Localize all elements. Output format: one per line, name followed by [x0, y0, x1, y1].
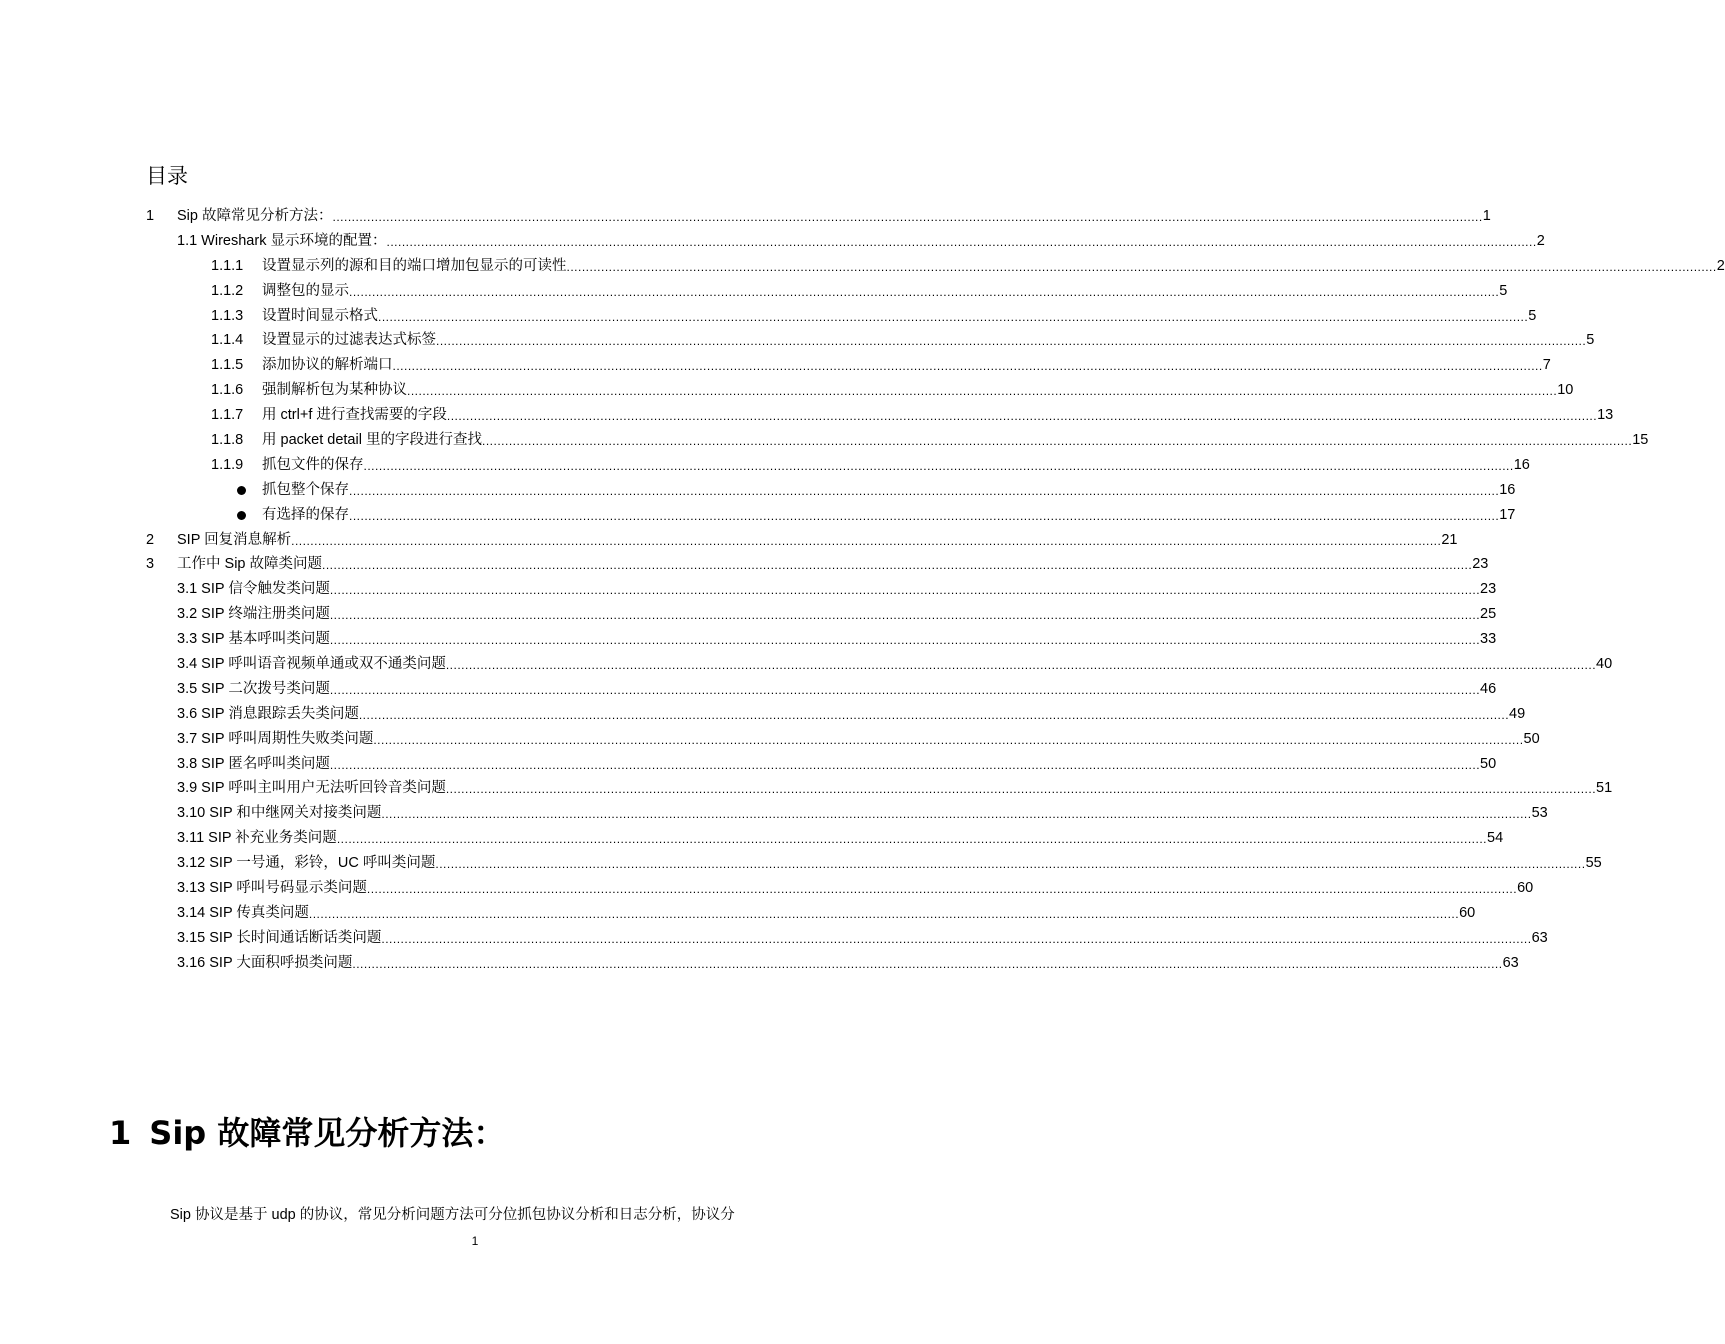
toc-entry-page: 1 [1482, 208, 1491, 224]
toc-entry-label: 抓包文件的保存 [262, 456, 364, 473]
toc-entry-label: 工作中 Sip 故障类问题 [177, 556, 323, 573]
toc-entry[interactable] [0, 752, 1497, 777]
toc-entry-label: 3.4 SIP 呼叫语音视频单通或双不通类问题 [177, 656, 446, 673]
toc-entry-number: 1.1.9 [211, 456, 244, 473]
toc-leader-dots: ............................................................................................................................................................................................................................................................................................................ [436, 334, 1587, 349]
toc-leader-dots: ............................................................................................................................................................................................................................................................................................................ [349, 284, 1500, 299]
toc-leader-dots: ............................................................................................................................................................................................................................................................................................................ [352, 956, 1503, 971]
toc-entry-label: 3.11 SIP 补充业务类问题 [177, 830, 337, 847]
toc-entry-page: 53 [1531, 805, 1548, 822]
toc-leader-dots: ............................................................................................................................................................................................................................................................................................................ [481, 434, 1633, 449]
toc-entry-page: 51 [1596, 780, 1613, 797]
toc-entry-label: 强制解析包为某种协议 [262, 382, 407, 399]
toc-entry-page: 54 [1487, 830, 1504, 847]
toc-entry-label: 3.16 SIP 大面积呼损类问题 [177, 954, 353, 971]
toc-entry-number: 3 [146, 556, 155, 573]
toc-entry-label: 3.8 SIP 匿名呼叫类问题 [177, 755, 330, 772]
toc-entry-page: 5 [1499, 282, 1508, 299]
toc-entry-label: SIP 回复消息解析 [177, 531, 292, 548]
toc-entry[interactable] [0, 428, 1649, 453]
toc-entry-page: 15 [1632, 432, 1649, 449]
toc-entry-label: 3.12 SIP 一号通，彩铃，UC 呼叫类问题 [177, 855, 436, 872]
toc-leader-dots: ............................................................................................................................................................................................................................................................................................................ [392, 359, 1543, 374]
toc-entry-page: 2 [1716, 257, 1725, 274]
toc-entry-page: 21 [1441, 531, 1458, 548]
toc-entry-label: 3.7 SIP 呼叫周期性失败类问题 [177, 730, 374, 747]
toc-entry[interactable] [0, 801, 1548, 826]
toc-entry[interactable] [0, 951, 1519, 976]
toc-entry[interactable] [0, 876, 1534, 901]
section-heading [109, 1108, 505, 1154]
toc-leader-dots: ............................................................................................................................................................................................................................................................................................................ [358, 707, 1510, 722]
toc-entry-label: 3.10 SIP 和中继网关对接类问题 [177, 805, 382, 822]
toc-entry-label: 3.14 SIP 传真类问题 [177, 904, 309, 921]
toc-entry[interactable] [0, 378, 1574, 403]
toc-entry-page: 50 [1480, 755, 1497, 772]
toc-leader-dots: ............................................................................................................................................................................................................................................................................................................ [336, 832, 1488, 847]
toc-entry[interactable] [0, 353, 1551, 378]
body-paragraph: Sip 协议是基于 udp 的协议，常见分析问题方法可分位抓包协议分析和日志分析，协议分 [170, 1207, 735, 1223]
toc-entry-page: 16 [1513, 456, 1530, 473]
toc-leader-dots: ............................................................................................................................................................................................................................................................................................................ [381, 807, 1532, 822]
toc-entry-page: 23 [1480, 581, 1497, 598]
toc-entry-number: 1.1.2 [211, 282, 244, 299]
toc-leader-dots: ............................................................................................................................................................................................................................................................................................................ [435, 857, 1586, 872]
toc-leader-dots: ............................................................................................................................................................................................................................................................................................................ [329, 608, 1481, 623]
toc-entry-page: 23 [1472, 556, 1489, 573]
toc-entry-label: 1.1 Wireshark 显示环境的配置： [177, 232, 387, 249]
toc-entry-page: 16 [1499, 481, 1516, 498]
toc-entry[interactable] [0, 528, 1458, 553]
toc-leader-dots: ............................................................................................................................................................................................................................................................................................................ [329, 583, 1481, 598]
toc-entry-label: 添加协议的解析端口 [262, 357, 393, 374]
toc-entry-number: 1.1.5 [211, 357, 244, 374]
toc-entry[interactable] [0, 627, 1497, 652]
toc-entry-label: 设置时间显示格式 [262, 307, 378, 324]
toc-entry-page: 7 [1542, 357, 1551, 374]
toc-entry-page: 33 [1480, 631, 1497, 648]
toc-entry-page: 55 [1585, 855, 1602, 872]
toc-entry[interactable] [0, 652, 1613, 677]
toc-leader-dots: ............................................................................................................................................................................................................................................................................................................ [366, 882, 1518, 897]
toc-entry-page: 13 [1597, 407, 1614, 424]
page-number: 1 [471, 1234, 479, 1248]
toc-entry-page: 50 [1523, 730, 1540, 747]
toc-entry-label: 用 ctrl+f 进行查找需要的字段 [262, 407, 447, 424]
toc-entry-label: 设置显示列的源和目的端口增加包显示的可读性 [262, 257, 567, 274]
toc-leader-dots: ............................................................................................................................................................................................................................................................................................................ [329, 633, 1481, 648]
toc-title: 目录 [146, 164, 188, 188]
toc-entry[interactable] [0, 254, 1725, 279]
toc-entry[interactable] [0, 304, 1537, 329]
toc-entry-page: 49 [1509, 705, 1526, 722]
toc-entry-number: 1.1.1 [211, 257, 244, 274]
toc-leader-dots: ............................................................................................................................................................................................................................................................................................................ [407, 384, 1558, 399]
toc-entry-label: 3.5 SIP 二次拨号类问题 [177, 680, 330, 697]
toc-entry-label: 抓包整个保存 [262, 481, 349, 498]
toc-leader-dots: ............................................................................................................................................................................................................................................................................................................ [308, 906, 1460, 921]
section-heading-text: Sip 故障常见分析方法： [149, 1114, 506, 1152]
bullet-icon [237, 486, 246, 495]
toc-leader-dots: ............................................................................................................................................................................................................................................................................................................ [332, 210, 1483, 224]
toc-entry-page: 5 [1586, 332, 1595, 349]
toc-entry-label: Sip 故障常见分析方法： [177, 208, 333, 224]
toc-leader-dots: ............................................................................................................................................................................................................................................................................................................ [566, 259, 1717, 274]
toc-entry[interactable] [0, 926, 1548, 951]
toc-entry-number: 1.1.8 [211, 432, 244, 449]
toc-entry[interactable] [0, 851, 1602, 876]
toc-entry[interactable] [0, 702, 1526, 727]
toc-entry-page: 10 [1557, 382, 1574, 399]
toc-entry-number: 1.1.7 [211, 407, 244, 424]
toc-entry-label: 设置显示的过滤表达式标签 [262, 332, 436, 349]
toc-entry[interactable] [0, 776, 1613, 801]
toc-leader-dots: ............................................................................................................................................................................................................................................................................................................ [378, 309, 1529, 324]
toc-leader-dots: ............................................................................................................................................................................................................................................................................................................ [349, 483, 1500, 498]
toc-entry-page: 40 [1596, 656, 1613, 673]
toc-leader-dots: ............................................................................................................................................................................................................................................................................................................ [381, 931, 1532, 946]
toc-entry-page: 63 [1502, 954, 1519, 971]
toc-entry-page: 63 [1531, 929, 1548, 946]
toc-entry-label: 用 packet detail 里的字段进行查找 [262, 432, 482, 449]
toc-entry-number: 2 [146, 531, 155, 548]
toc-leader-dots: ............................................................................................................................................................................................................................................................................................................ [329, 757, 1481, 772]
toc-entry[interactable] [0, 677, 1497, 702]
toc-entry-number: 1.1.3 [211, 307, 244, 324]
toc-entry-number: 1 [146, 208, 155, 224]
toc-entry[interactable] [0, 552, 1489, 577]
toc-entry-page: 46 [1480, 680, 1497, 697]
toc-entry-label: 3.1 SIP 信令触发类问题 [177, 581, 330, 598]
toc-entry-page: 60 [1459, 904, 1476, 921]
toc-entry[interactable] [0, 204, 1491, 229]
toc-entry-page: 60 [1517, 880, 1534, 897]
toc-entry-page: 25 [1480, 606, 1497, 623]
toc-leader-dots: ............................................................................................................................................................................................................................................................................................................ [446, 409, 1598, 424]
toc-entry[interactable] [0, 577, 1497, 602]
toc-entry[interactable] [0, 826, 1504, 851]
toc-leader-dots: ............................................................................................................................................................................................................................................................................................................ [386, 234, 1537, 249]
bullet-icon [237, 511, 246, 520]
toc-entry-label: 3.9 SIP 呼叫主叫用户无法听回铃音类问题 [177, 780, 446, 797]
toc-entry[interactable] [0, 453, 1530, 478]
toc-entry[interactable] [0, 279, 1508, 304]
toc-leader-dots: ............................................................................................................................................................................................................................................................................................................ [445, 658, 1597, 673]
toc-entry[interactable] [0, 229, 1545, 254]
toc-leader-dots: ............................................................................................................................................................................................................................................................................................................ [363, 458, 1514, 473]
toc-entry[interactable] [0, 901, 1476, 926]
toc-entry-label: 有选择的保存 [262, 506, 349, 523]
toc-entry[interactable] [0, 328, 1595, 353]
toc-entry[interactable] [0, 503, 1516, 528]
toc-leader-dots: ............................................................................................................................................................................................................................................................................................................ [373, 732, 1524, 747]
toc-entry-label: 3.15 SIP 长时间通话断话类问题 [177, 929, 382, 946]
toc-leader-dots: ............................................................................................................................................................................................................................................................................................................ [349, 508, 1500, 523]
toc-entry[interactable] [0, 602, 1497, 627]
toc-entry[interactable] [0, 478, 1516, 503]
toc-leader-dots: ............................................................................................................................................................................................................................................................................................................ [291, 533, 1442, 548]
toc-entry-page: 2 [1536, 232, 1545, 249]
toc-entry-label: 3.13 SIP 呼叫号码显示类问题 [177, 880, 367, 897]
toc-leader-dots: ............................................................................................................................................................................................................................................................................................................ [329, 682, 1481, 697]
toc-entry-number: 1.1.4 [211, 332, 244, 349]
toc-entry-number: 1.1.6 [211, 382, 244, 399]
toc-entry-page: 17 [1499, 506, 1516, 523]
toc-entry-label: 调整包的显示 [262, 282, 349, 299]
toc-entry-page: 5 [1528, 307, 1537, 324]
toc-entry[interactable] [0, 727, 1540, 752]
table-of-contents [0, 204, 1725, 976]
toc-entry-label: 3.6 SIP 消息跟踪丢失类问题 [177, 705, 359, 722]
toc-entry-label: 3.3 SIP 基本呼叫类问题 [177, 631, 330, 648]
toc-leader-dots: ............................................................................................................................................................................................................................................................................................................ [322, 558, 1473, 573]
toc-entry[interactable] [0, 403, 1614, 428]
section-heading-number: 1 [109, 1114, 132, 1152]
toc-leader-dots: ............................................................................................................................................................................................................................................................................................................ [445, 782, 1597, 797]
toc-entry-label: 3.2 SIP 终端注册类问题 [177, 606, 330, 623]
